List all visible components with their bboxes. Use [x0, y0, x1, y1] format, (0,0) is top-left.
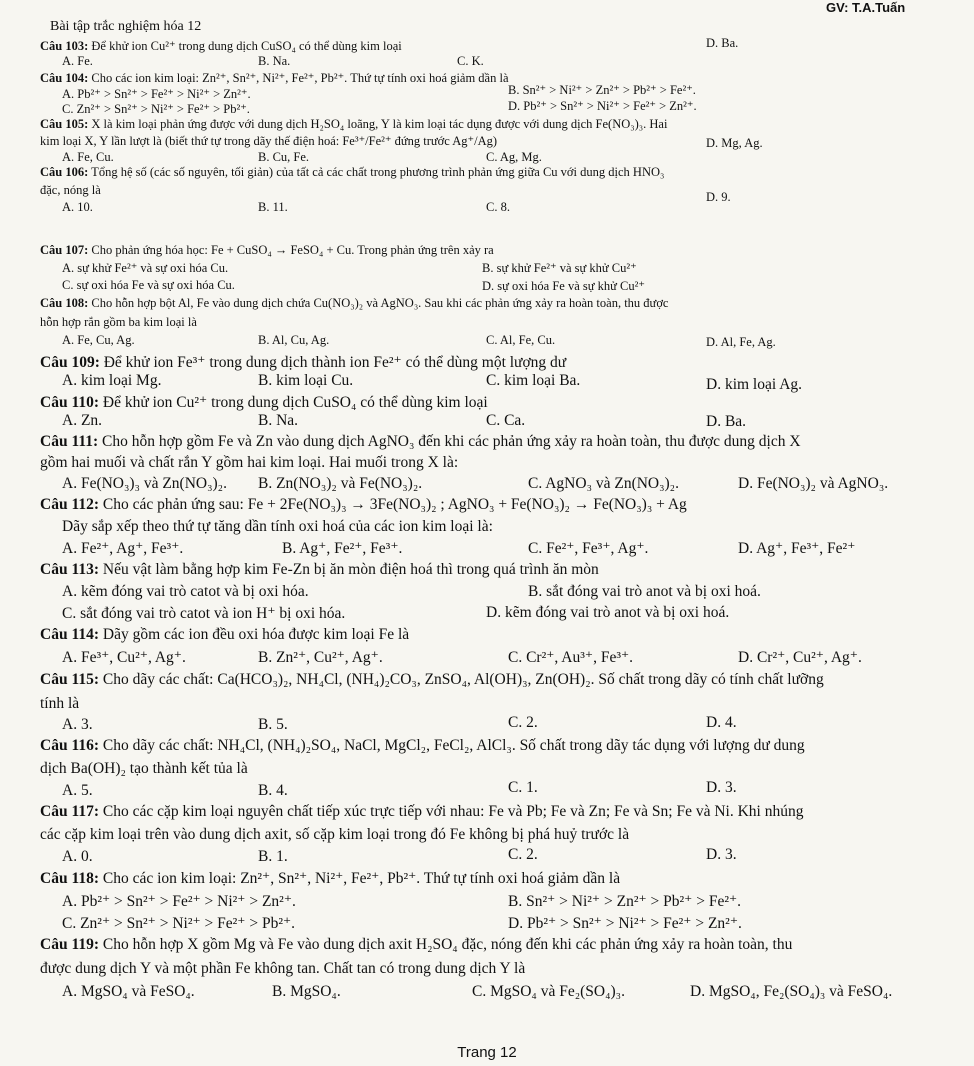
question-stem: Câu 107: Cho phản ứng hóa học: Fe + CuSO₄ → FeSO₄ + Cu. Trong phản ứng trên xảy ra — [40, 243, 494, 257]
question-number: Câu 114: — [40, 626, 99, 643]
question-stem: Câu 118: Cho các ion kim loại: Zn²⁺, Sn²⁺, Ni²⁺, Fe²⁺, Pb²⁺. Thứ tự tính oxi hoá giảm dần là — [40, 870, 621, 887]
question-stem: Câu 103: Để khử ion Cu²⁺ trong dung dịch CuSO₄ có thể dùng kim loại — [40, 39, 402, 53]
option-c: C. Zn²⁺ > Sn²⁺ > Ni²⁺ > Fe²⁺ > Pb²⁺. — [62, 102, 250, 116]
option-c: C. Ag, Mg. — [486, 150, 542, 164]
option-a: A. Zn. — [62, 412, 103, 429]
option-d: D. Pb²⁺ > Sn²⁺ > Ni²⁺ > Fe²⁺ > Zn²⁺. — [508, 99, 697, 113]
option-d: D. Ag⁺, Fe³⁺, Fe²⁺ — [738, 540, 856, 557]
question-number: Câu 105: — [40, 117, 89, 131]
option-b: B. Sn²⁺ > Ni²⁺ > Zn²⁺ > Pb²⁺ > Fe²⁺. — [508, 83, 696, 97]
option-a: A. Fe, Cu, Ag. — [62, 333, 135, 347]
option-d: D. Mg, Ag. — [706, 136, 763, 150]
option-d: D. Cr²⁺, Cu²⁺, Ag⁺. — [738, 649, 862, 666]
question-number: Câu 109: — [40, 354, 100, 371]
question-number: Câu 119: — [40, 936, 99, 953]
option-a: A. 3. — [62, 716, 93, 733]
option-b: B. MgSO₄. — [272, 983, 341, 1000]
option-d: D. 4. — [706, 714, 737, 731]
option-d: D. kim loại Ag. — [706, 376, 803, 393]
question-number: Câu 113: — [40, 561, 99, 578]
option-b: B. Zn(NO₃)₂ và Fe(NO₃)₂. — [258, 475, 423, 492]
option-b: B. Sn²⁺ > Ni²⁺ > Zn²⁺ > Pb²⁺ > Fe²⁺. — [508, 893, 742, 910]
question-stem: Câu 108: Cho hỗn hợp bột Al, Fe vào dung dịch chứa Cu(NO₃)₂ và AgNO₃. Sau khi các phản ứng xảy ra hoàn toàn, thu được — [40, 296, 669, 310]
option-c: C. 1. — [508, 779, 538, 796]
option-a: A. Pb²⁺ > Sn²⁺ > Fe²⁺ > Ni²⁺ > Zn²⁺. — [62, 87, 251, 101]
option-c: C. AgNO₃ và Zn(NO₃)₂. — [528, 475, 679, 492]
option-d: D. MgSO₄, Fe₂(SO₄)₃ và FeSO₄. — [690, 983, 893, 1000]
question-number: Câu 118: — [40, 870, 99, 887]
question-number: Câu 104: — [40, 71, 89, 85]
option-b: B. Na. — [258, 54, 291, 68]
question-stem: Câu 110: Để khử ion Cu²⁺ trong dung dịch CuSO₄ có thể dùng kim loại — [40, 394, 488, 411]
question-stem: Câu 112: Cho các phản ứng sau: Fe + 2Fe(NO₃)₃ → 3Fe(NO₃)₂ ; AgNO₃ + Fe(NO₃)₂ → Fe(NO₃)₃ + Ag — [40, 496, 687, 513]
page-number: Trang 12 — [457, 1044, 517, 1061]
option-c: C. Fe²⁺, Fe³⁺, Ag⁺. — [528, 540, 649, 557]
option-b: B. Na. — [258, 412, 299, 429]
option-a: A. kẽm đóng vai trò catot và bị oxi hóa. — [62, 583, 309, 600]
option-b: B. Ag⁺, Fe²⁺, Fe³⁺. — [282, 540, 403, 557]
option-b: B. kim loại Cu. — [258, 372, 354, 389]
question-number: Câu 108: — [40, 296, 89, 310]
option-c: C. MgSO₄ và Fe₂(SO₄)₃. — [472, 983, 625, 1000]
option-d: D. Ba. — [706, 36, 739, 50]
teacher-header: GV: T.A.Tuấn — [826, 0, 906, 15]
question-stem-cont: hỗn hợp rắn gồm ba kim loại là — [40, 315, 197, 329]
question-stem-cont: gồm hai muối và chất rắn Y gồm hai kim loại. Hai muối trong X là: — [40, 454, 459, 471]
option-d: D. Ba. — [706, 413, 747, 430]
option-c: C. K. — [457, 54, 484, 68]
option-c: C. Al, Fe, Cu. — [486, 333, 556, 347]
option-d: D. 3. — [706, 846, 737, 863]
option-d: D. Fe(NO₃)₂ và AgNO₃. — [738, 475, 889, 492]
question-stem: Câu 105: X là kim loại phản ứng được với dung dịch H₂SO₄ loãng, Y là kim loại tác dụng được với dung dịch Fe(NO₃)₃. Hai — [40, 117, 668, 131]
question-stem: Câu 106: Tổng hệ số (các số nguyên, tối giản) của tất cả các chất trong phương trình phản ứng giữa Cu với dung dịch HNO₃ — [40, 165, 665, 179]
option-d: D. Pb²⁺ > Sn²⁺ > Ni²⁺ > Fe²⁺ > Zn²⁺. — [508, 915, 742, 932]
option-d: D. 9. — [706, 190, 731, 204]
question-stem: Câu 116: Cho dãy các chất: NH₄Cl, (NH₄)₂SO₄, NaCl, MgCl₂, FeCl₂, AlCl₃. Số chất trong dãy tác dụng với lượng dư dung — [40, 737, 805, 754]
option-a: A. Fe. — [62, 54, 93, 68]
question-number: Câu 110: — [40, 394, 99, 411]
question-stem-cont: được dung dịch Y và một phần Fe không tan. Chất tan có trong dung dịch Y là — [40, 960, 526, 977]
option-c: C. 8. — [486, 200, 510, 214]
question-stem: Câu 114: Dãy gồm các ion đều oxi hóa được kim loại Fe là — [40, 626, 410, 643]
question-number: Câu 107: — [40, 243, 89, 257]
question-stem-cont: tính là — [40, 695, 80, 712]
question-stem: Câu 111: Cho hỗn hợp gồm Fe và Zn vào dung dịch AgNO₃ đến khi các phản ứng xảy ra hoàn toàn, thu được dung dịch X — [40, 433, 801, 450]
option-b: B. 4. — [258, 782, 288, 799]
question-stem-cont: các cặp kim loại trên vào dung dịch axit, số cặp kim loại trong đó Fe không bị phá huỷ trước là — [40, 826, 630, 843]
option-c: C. 2. — [508, 714, 538, 731]
option-a: A. 10. — [62, 200, 93, 214]
question-number: Câu 116: — [40, 737, 99, 754]
option-a: A. 0. — [62, 848, 93, 865]
option-a: A. kim loại Mg. — [62, 372, 162, 389]
question-stem: Câu 117: Cho các cặp kim loại nguyên chất tiếp xúc trực tiếp với nhau: Fe và Pb; Fe và Zn; Fe và Sn; Fe và Ni. Khi nhúng — [40, 803, 804, 820]
question-number: Câu 106: — [40, 165, 89, 179]
option-d: D. sự oxi hóa Fe và sự khử Cu²⁺ — [482, 279, 645, 293]
option-c: C. sắt đóng vai trò catot và ion H⁺ bị oxi hóa. — [62, 605, 346, 622]
option-a: A. Fe³⁺, Cu²⁺, Ag⁺. — [62, 649, 186, 666]
question-stem-cont: đặc, nóng là — [40, 183, 101, 197]
question-number: Câu 111: — [40, 433, 99, 450]
option-b: B. sự khử Fe²⁺ và sự khử Cu²⁺ — [482, 261, 637, 275]
option-a: A. MgSO₄ và FeSO₄. — [62, 983, 195, 1000]
question-stem-cont: dịch Ba(OH)₂ tạo thành kết tủa là — [40, 760, 248, 777]
option-c: C. Ca. — [486, 412, 526, 429]
question-stem: Câu 115: Cho dãy các chất: Ca(HCO₃)₂, NH₄Cl, (NH₄)₂CO₃, ZnSO₄, Al(OH)₃, Zn(OH)₂. Số chất trong dãy có tính chất lưỡng — [40, 671, 824, 688]
option-b: B. Zn²⁺, Cu²⁺, Ag⁺. — [258, 649, 383, 666]
option-b: B. Cu, Fe. — [258, 150, 310, 164]
option-a: A. sự khử Fe²⁺ và sự oxi hóa Cu. — [62, 261, 229, 275]
option-b: B. 11. — [258, 200, 288, 214]
option-b: B. 1. — [258, 848, 288, 865]
option-c: C. kim loại Ba. — [486, 372, 581, 389]
option-a: A. Fe²⁺, Ag⁺, Fe³⁺. — [62, 540, 184, 557]
question-stem: Câu 109: Để khử ion Fe³⁺ trong dung dịch thành ion Fe²⁺ có thể dùng một lượng dư — [40, 354, 567, 371]
question-number: Câu 115: — [40, 671, 99, 688]
option-a: A. Fe(NO₃)₃ và Zn(NO₃)₂. — [62, 475, 227, 492]
option-c: C. Zn²⁺ > Sn²⁺ > Ni²⁺ > Fe²⁺ > Pb²⁺. — [62, 915, 296, 932]
option-c: C. 2. — [508, 846, 538, 863]
option-b: B. Al, Cu, Ag. — [258, 333, 330, 347]
option-d: D. kẽm đóng vai trò anot và bị oxi hoá. — [486, 604, 730, 621]
option-b: B. sắt đóng vai trò anot và bị oxi hoá. — [528, 583, 761, 600]
document-title: Bài tập trắc nghiệm hóa 12 — [50, 19, 202, 34]
option-a: A. Fe, Cu. — [62, 150, 114, 164]
option-c: C. sự oxi hóa Fe và sự oxi hóa Cu. — [62, 278, 235, 292]
question-number: Câu 117: — [40, 803, 99, 820]
question-stem-cont: kim loại X, Y lần lượt là (biết thứ tự trong dãy thế điện hoá: Fe³⁺/Fe²⁺ đứng trước Ag⁺/Ag) — [40, 134, 498, 148]
question-number: Câu 103: — [40, 39, 89, 53]
question-stem-cont: Dãy sắp xếp theo thứ tự tăng dần tính oxi hoá của các ion kim loại là: — [62, 518, 493, 535]
option-b: B. 5. — [258, 716, 288, 733]
option-a: A. 5. — [62, 782, 93, 799]
option-d: D. Al, Fe, Ag. — [706, 335, 776, 349]
option-d: D. 3. — [706, 779, 737, 796]
question-stem: Câu 119: Cho hỗn hợp X gồm Mg và Fe vào dung dịch axit H₂SO₄ đặc, nóng đến khi các phản ứng xảy ra hoàn toàn, thu — [40, 936, 793, 953]
option-a: A. Pb²⁺ > Sn²⁺ > Fe²⁺ > Ni²⁺ > Zn²⁺. — [62, 893, 296, 910]
option-c: C. Cr²⁺, Au³⁺, Fe³⁺. — [508, 649, 634, 666]
question-stem: Câu 104: Cho các ion kim loại: Zn²⁺, Sn²⁺, Ni²⁺, Fe²⁺, Pb²⁺. Thứ tự tính oxi hoá giảm dần là — [40, 71, 509, 85]
question-stem: Câu 113: Nếu vật làm bằng hợp kim Fe-Zn bị ăn mòn điện hoá thì trong quá trình ăn mòn — [40, 561, 599, 578]
question-number: Câu 112: — [40, 496, 99, 513]
